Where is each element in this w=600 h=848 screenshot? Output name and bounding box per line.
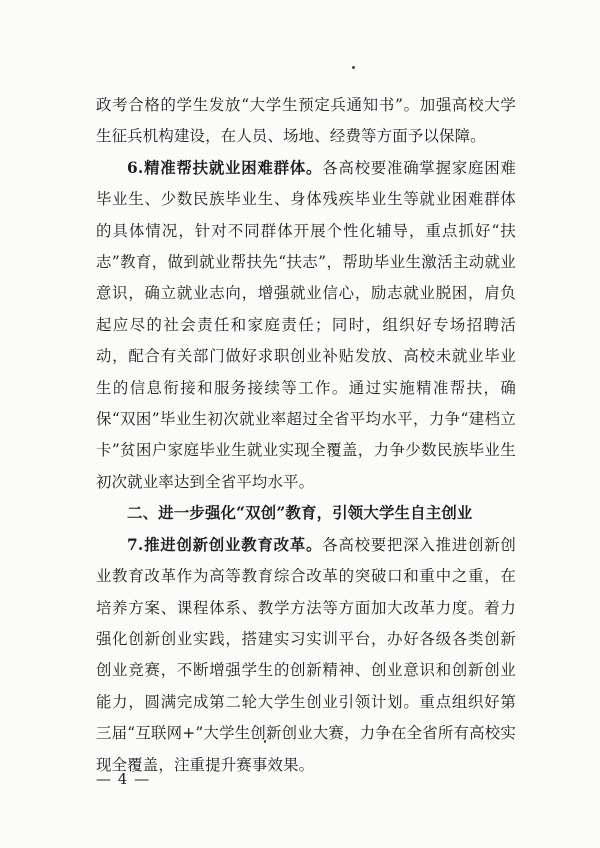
page-number: — 4 — — [96, 770, 151, 788]
paragraph-text: 各高校要把深入推进创新创业教育改革作为高等教育综合改革的突破口和重中之重，在培养方案、课程体系、教学方法等方面加大改革力度。着力强化创新创业实践，搭建实习实训平台，办好各级各类创新创业竞赛，不断增强学生的创新精神、创业意识和创新创业能力，圆满完成第二轮大学生创业引领计划。重点组织好第三届“互联网+”大学生创新创业大赛，力争在全省所有高校实现全覆盖，注重提升赛事效果。 — [96, 535, 517, 774]
section-heading: 二、进一步强化“双创”教育，引领大学生自主创业 — [127, 504, 473, 523]
item-title: 6.精准帮扶就业困难群体。 — [127, 158, 323, 177]
document-body — [96, 90, 516, 781]
paragraph-continuation — [96, 90, 516, 153]
scan-speck — [352, 66, 355, 69]
paragraph-text: 政考合格的学生发放“大学生预定兵通知书”。加强高校大学生征兵机构建设，在人员、场地、经费等方面予以保障。 — [96, 96, 516, 146]
paragraph-item-7 — [96, 530, 516, 781]
paragraph-item-6 — [96, 153, 516, 498]
paragraph-text: 各高校要准确掌握家庭困难毕业生、少数民族毕业生、身体残疾毕业生等就业困难群体的具体情况，针对不同群体开展个性化辅导，重点抓好“扶志”教育，做到就业帮扶先“扶志”，帮助毕业生激活主动就业意识，确立就业志向，增强就业信心，励志就业脱困，肩负起应尽的社会责任和家庭责任；同时，组织好专场招聘活动，配合有关部门做好求职创业补贴发放、高校未就业毕业生的信息衔接和服务接续等工作。通过实施精准帮扶，确保“双困”毕业生初次就业率超过全省平均水平，力争“建档立卡”贫困户家庭毕业生就业实现全覆盖，力争少数民族毕业生初次就业率达到全省平均水平。 — [96, 158, 517, 491]
item-title: 7.推进创新创业教育改革。 — [127, 535, 323, 554]
